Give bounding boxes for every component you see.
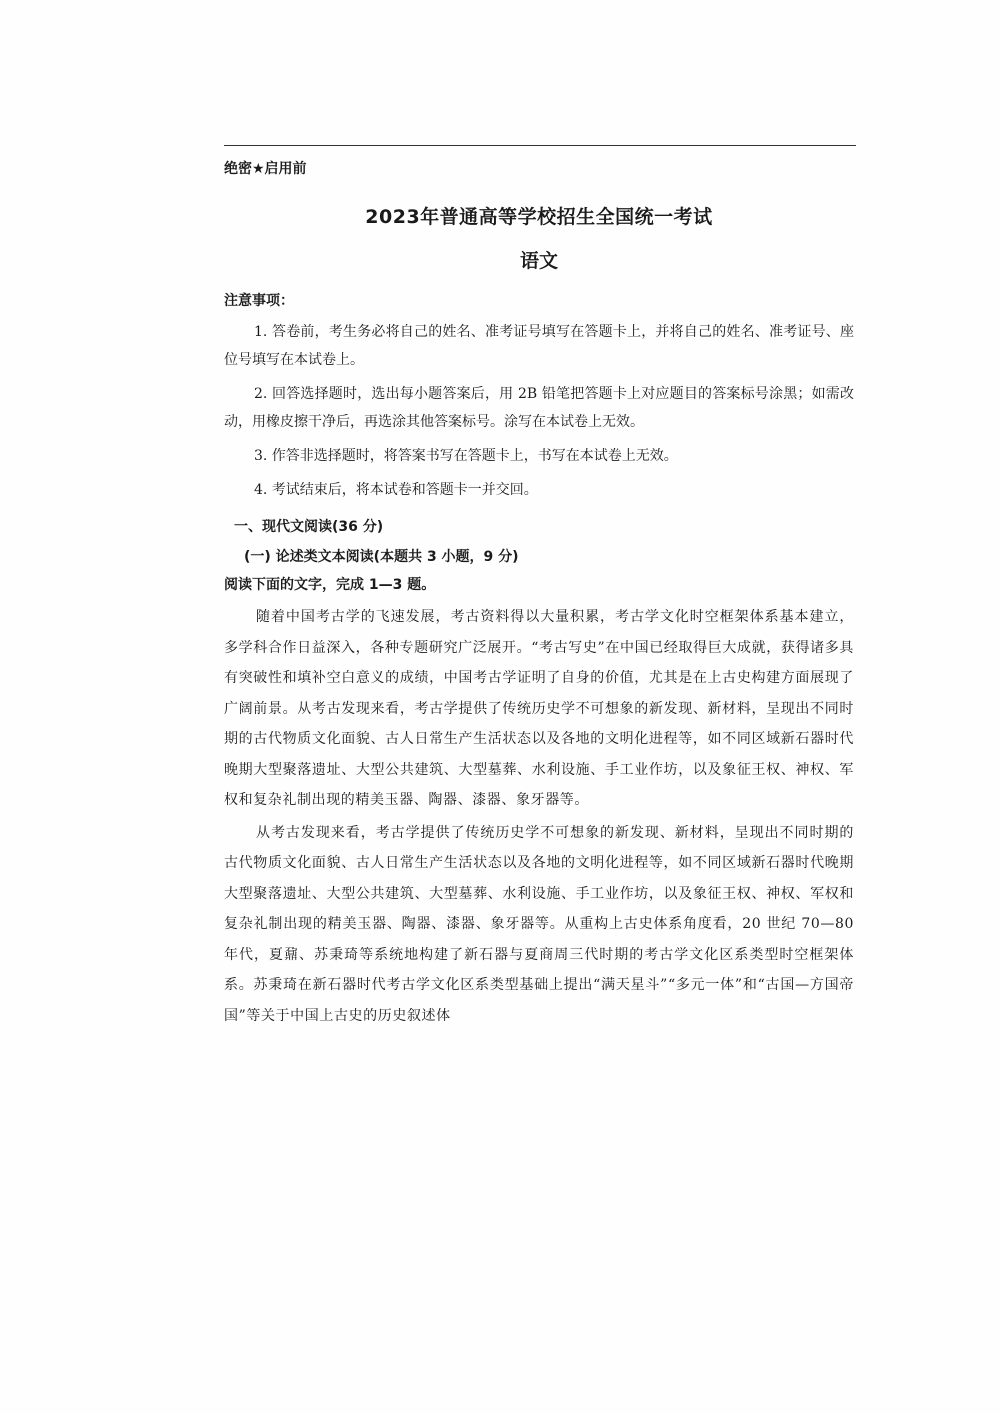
exam-title: 2023年普通高等学校招生全国统一考试	[365, 206, 713, 228]
notice-heading: 注意事项：	[224, 293, 294, 309]
notice-item-1: 1. 答卷前，考生务必将自己的姓名、准考证号填写在答题卡上，并将自己的姓名、准考证号、座位号填写在本试卷上。	[224, 324, 854, 368]
passage-paragraph-2: 从考古发现来看，考古学提供了传统历史学不可想象的新发现、新材料，呈现出不同时期的古代物质文化面貌、古人日常生产生活状态以及各地的文明化进程等，如不同区域新石器时代晚期大型聚落遗址、大型公共建筑、大型墓葬、水利设施、手工业作坊，以及象征王权、神权、军权和复杂礼制出现的精美玉器、陶器、漆器、象牙器等。从重构上古史体系角度看，20 世纪 70—80 年代，夏鼐、苏秉琦等系统地构建了新石器与夏商周三代时期的考古学文化区系类型时空框架体系。苏秉琦在新石器时代考古学文化区系类型基础上提出“满天星斗”“多元一体”和“古国—方国帝国”等关于中国上古史的历史叙述体	[224, 824, 854, 1024]
top-rule-divider	[224, 145, 856, 146]
notice-item-4: 4. 考试结束后，将本试卷和答题卡一并交回。	[254, 482, 538, 498]
reading-instruction: 阅读下面的文字，完成 1—3 题。	[224, 577, 436, 593]
page-content	[224, 156, 854, 1033]
subject-title: 语文	[519, 250, 558, 272]
subsection-heading: (一) 论述类文本阅读(本题共 3 小题，9 分)	[244, 549, 519, 565]
notice-item-3: 3. 作答非选择题时，将答案书写在答题卡上，书写在本试卷上无效。	[254, 448, 678, 464]
passage-paragraph-1: 随着中国考古学的飞速发展，考古资料得以大量积累，考古学文化时空框架体系基本建立，多学科合作日益深入，各种专题研究广泛展开。“考古写史”在中国已经取得巨大成就，获得诸多具有突破性和填补空白意义的成绩，中国考古学证明了自身的价值，尤其是在上古史构建方面展现了广阔前景。从考古发现来看，考古学提供了传统历史学不可想象的新发现、新材料，呈现出不同时期的古代物质文化面貌、古人日常生产生活状态以及各地的文明化进程等，如不同区域新石器时代晚期大型聚落遗址、大型公共建筑、大型墓葬、水利设施、手工业作坊，以及象征王权、神权、军权和复杂礼制出现的精美玉器、陶器、漆器、象牙器等。	[224, 609, 854, 808]
confidential-mark: 绝密★启用前	[224, 161, 307, 177]
notice-item-2: 2. 回答选择题时，选出每小题答案后，用 2B 铅笔把答题卡上对应题目的答案标号涂黑；如需改动，用橡皮擦干净后，再选涂其他答案标号。涂写在本试卷上无效。	[224, 386, 854, 430]
section-heading: 一、现代文阅读(36 分)	[234, 519, 384, 535]
